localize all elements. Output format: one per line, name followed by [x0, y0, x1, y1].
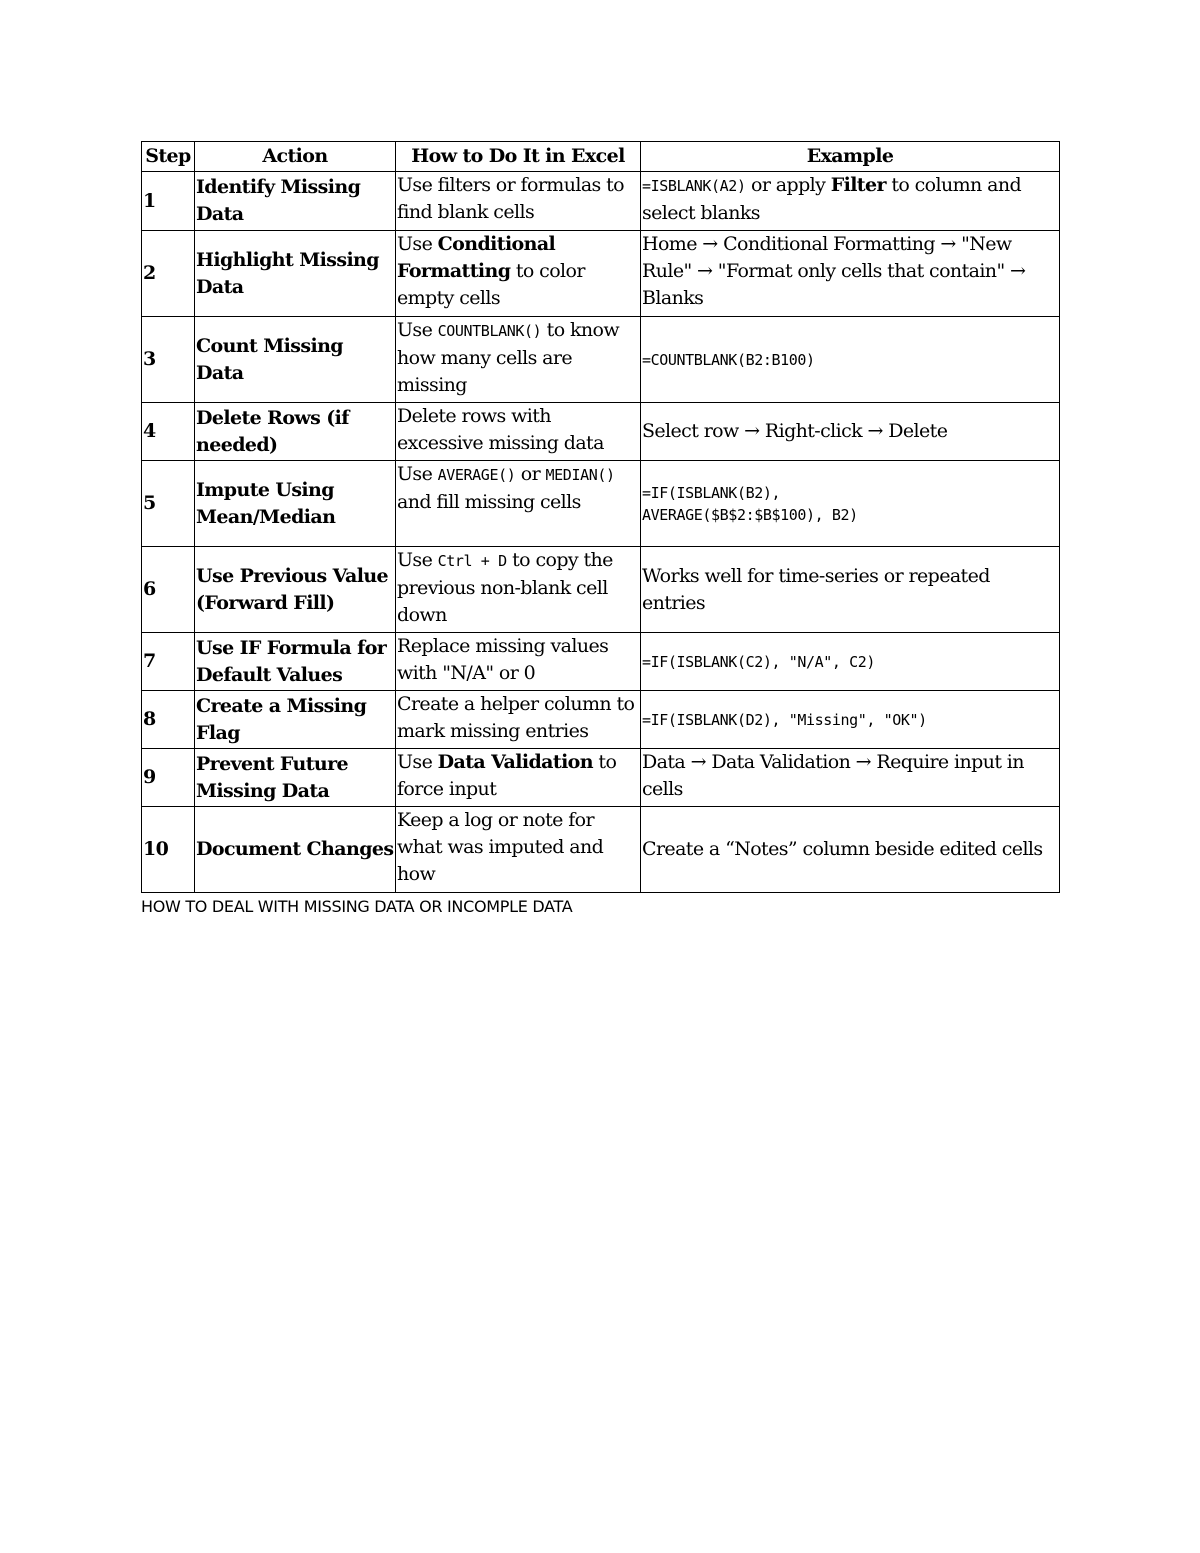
- table-header-row: [142, 142, 1060, 172]
- example-cell: [641, 691, 1060, 749]
- example-cell: [641, 807, 1060, 893]
- how-cell: [396, 317, 641, 403]
- missing-data-steps-table: [141, 141, 1060, 893]
- action-cell: Prevent Future Missing Data: [195, 749, 396, 807]
- step-number: 6: [142, 547, 195, 633]
- how-text: to copy the previous non-blank cell down: [397, 549, 613, 626]
- example-code: AVERAGE($B$2:$B$100), B2): [642, 505, 858, 524]
- how-code: COUNTBLANK(): [437, 322, 542, 340]
- step-number: 4: [142, 403, 195, 461]
- example-code: =IF(ISBLANK(D2), "Missing", "OK"): [642, 710, 927, 729]
- how-code: MEDIAN(): [545, 466, 615, 484]
- table-row: [142, 749, 1060, 807]
- step-number: 2: [142, 231, 195, 317]
- example-cell: [641, 172, 1060, 231]
- table-row: [142, 461, 1060, 547]
- example-bold: Filter: [830, 174, 886, 196]
- example-text: Create a “Notes” column beside edited cells: [642, 838, 1043, 860]
- example-text: Works well for time-series or repeated entries: [642, 564, 990, 614]
- header-action: Action: [195, 142, 396, 172]
- how-bold: Conditional Formatting: [397, 233, 556, 282]
- example-text: Home → Conditional Formatting → "New Rule" → "Format only cells that contain" → Blanks: [642, 233, 1026, 309]
- how-text: Delete rows with excessive missing data: [397, 405, 604, 454]
- header-example: Example: [641, 142, 1060, 172]
- example-cell: [641, 749, 1060, 807]
- table-row: [142, 807, 1060, 893]
- action-cell: Document Changes: [195, 807, 396, 893]
- step-number: 5: [142, 461, 195, 547]
- how-text: and fill missing cells: [397, 491, 581, 513]
- action-cell: Count Missing Data: [195, 317, 396, 403]
- how-cell: [396, 172, 641, 231]
- example-code: =COUNTBLANK(B2:B100): [642, 350, 815, 369]
- how-text: Use: [397, 751, 438, 773]
- how-cell: [396, 231, 641, 317]
- how-text: Replace missing values with "N/A" or 0: [397, 635, 609, 684]
- table-row: [142, 633, 1060, 691]
- example-cell: [641, 317, 1060, 403]
- example-cell: [641, 461, 1060, 547]
- example-cell: [641, 231, 1060, 317]
- how-text: Use: [397, 233, 438, 255]
- how-text: Use: [397, 319, 438, 341]
- how-text: to color empty cells: [397, 260, 585, 309]
- action-cell: Delete Rows (if needed): [195, 403, 396, 461]
- header-step: Step: [142, 142, 195, 172]
- table-row: [142, 403, 1060, 461]
- table-row: [142, 547, 1060, 633]
- action-cell: Use Previous Value (Forward Fill): [195, 547, 396, 633]
- action-cell: Create a Missing Flag: [195, 691, 396, 749]
- table-row: [142, 691, 1060, 749]
- action-cell: Use IF Formula for Default Values: [195, 633, 396, 691]
- action-cell: Highlight Missing Data: [195, 231, 396, 317]
- how-text: Use: [397, 549, 438, 571]
- example-code: =ISBLANK(A2): [642, 177, 746, 195]
- step-number: 10: [142, 807, 195, 893]
- example-code: =IF(ISBLANK(B2),: [642, 483, 781, 502]
- table-row: [142, 317, 1060, 403]
- example-text: Select row → Right-click → Delete: [642, 420, 948, 442]
- example-text: to column and select blanks: [642, 174, 1022, 224]
- step-number: 9: [142, 749, 195, 807]
- how-text: to know how many cells are missing: [397, 319, 620, 396]
- table-row: [142, 172, 1060, 231]
- how-text: Keep a log or note for what was imputed and how: [397, 809, 604, 885]
- how-cell: [396, 633, 641, 691]
- how-cell: [396, 547, 641, 633]
- how-text: to force input: [397, 751, 617, 800]
- how-code: Ctrl + D: [437, 552, 507, 570]
- example-cell: [641, 633, 1060, 691]
- action-cell: Impute Using Mean/Median: [195, 461, 396, 547]
- how-text: Create a helper column to mark missing entries: [397, 693, 635, 742]
- how-cell: [396, 691, 641, 749]
- step-number: 7: [142, 633, 195, 691]
- how-cell: [396, 807, 641, 893]
- how-text: Use filters or formulas to find blank cells: [397, 174, 625, 223]
- how-cell: [396, 749, 641, 807]
- example-cell: [641, 547, 1060, 633]
- step-number: 3: [142, 317, 195, 403]
- header-how: How to Do It in Excel: [396, 142, 641, 172]
- action-cell: Identify Missing Data: [195, 172, 396, 231]
- example-cell: [641, 403, 1060, 461]
- how-text: Use: [397, 463, 438, 485]
- how-bold: Data Validation: [437, 751, 593, 773]
- how-cell: [396, 403, 641, 461]
- how-code: AVERAGE(): [437, 466, 516, 484]
- example-code: =IF(ISBLANK(C2), "N/A", C2): [642, 652, 876, 671]
- table-row: [142, 231, 1060, 317]
- step-number: 1: [142, 172, 195, 231]
- step-number: 8: [142, 691, 195, 749]
- example-text: Data → Data Validation → Require input in cells: [642, 751, 1024, 800]
- how-text: or: [515, 463, 546, 485]
- example-text: or apply: [745, 174, 831, 196]
- table-caption: HOW TO DEAL WITH MISSING DATA OR INCOMPLE DATA: [141, 897, 573, 916]
- how-cell: [396, 461, 641, 547]
